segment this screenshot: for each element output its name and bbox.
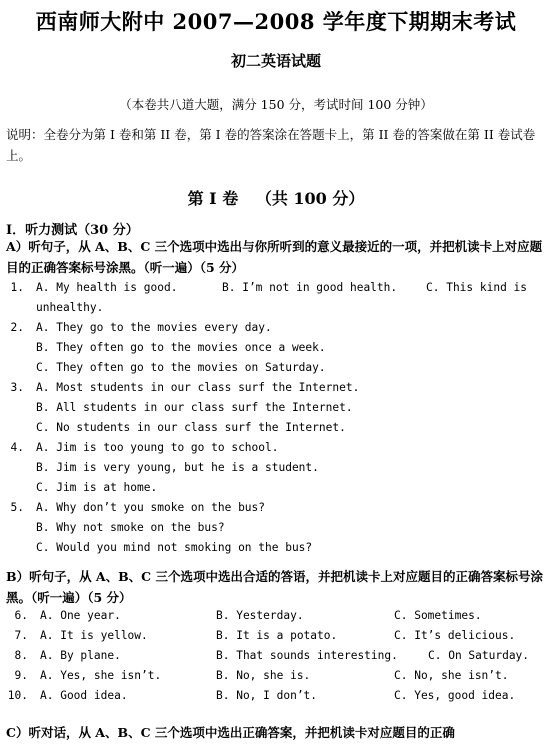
option-b: B. It is a potato. — [216, 629, 338, 642]
option-c: C. It’s delicious. — [394, 629, 516, 642]
exam-title: 西南师大附中 2007—2008 学年度下期期末考试 — [35, 9, 517, 34]
option-a: A. By plane. — [40, 649, 121, 662]
option-c: C. On Saturday. — [428, 649, 530, 662]
option-b: B. I’m not in good health. — [222, 281, 398, 294]
section-label: 第 I 卷 — [187, 189, 239, 208]
option-b: B. Jim is very young, but he is a student. — [36, 461, 319, 474]
option-b: B. Why not smoke on the bus? — [36, 521, 225, 534]
question-number: 2. — [10, 321, 24, 334]
option-c: C. No, she isn’t. — [394, 669, 509, 682]
section-score: （共 100 分） — [255, 189, 365, 208]
exam-subtitle: 初二英语试题 — [230, 52, 321, 70]
question-number: 4. — [10, 441, 24, 454]
option-b: B. No, I don’t. — [216, 689, 318, 702]
option-c: C. Would you mind not smoking on the bus? — [36, 541, 313, 554]
option-c: C. Yes, good idea. — [394, 689, 516, 702]
option-c-continued: unhealthy. — [36, 301, 104, 314]
option-c: C. Jim is at home. — [36, 481, 158, 494]
option-a: A. Most students in our class surf the Internet. — [36, 381, 360, 394]
option-a: A. My health is good. — [36, 281, 178, 294]
option-c: C. Sometimes. — [394, 609, 482, 622]
exam-meta: （本卷共八道大题，满分 150 分，考试时间 100 分钟） — [119, 97, 433, 112]
option-b: B. Yesterday. — [216, 609, 304, 622]
option-c: C. This kind is — [426, 281, 528, 294]
option-a: A. Yes, she isn’t. — [40, 669, 162, 682]
section-heading — [0, 186, 552, 209]
option-a: A. They go to the movies every day. — [36, 321, 272, 334]
option-b: B. All students in our class surf the Internet. — [36, 401, 353, 414]
option-a: A. Good idea. — [40, 689, 128, 702]
exam-note: 说明：全卷分为第 I 卷和第 II 卷，第 I 卷的答案涂在答题卡上，第 II 卷的答案做在第 II 卷试卷上。 — [6, 127, 536, 163]
question-number: 6. — [14, 609, 28, 622]
option-a: A. One year. — [40, 609, 121, 622]
option-c: C. No students in our class surf the Internet. — [36, 421, 346, 434]
question-number: 7. — [14, 629, 28, 642]
option-c: C. They often go to the movies on Saturday. — [36, 361, 326, 374]
option-a: A. Jim is too young to go to school. — [36, 441, 279, 454]
option-a: A. It is yellow. — [40, 629, 148, 642]
question-number: 5. — [10, 501, 24, 514]
part1-heading: I．听力测试（30 分） — [6, 223, 139, 238]
part1-b-instruction: B）听句子，从 A、B、C 三个选项中选出合适的答语，并把机读卡上对应题目的正确答案标号涂黑。（听一遍）（5 分） — [6, 569, 543, 605]
question-number: 9. — [14, 669, 28, 682]
option-b: B. No, she is. — [216, 669, 311, 682]
option-b: B. That sounds interesting. — [216, 649, 398, 662]
option-b: B. They often go to the movies once a week. — [36, 341, 326, 354]
option-a: A. Why don’t you smoke on the bus? — [36, 501, 266, 514]
part1-a-instruction: A）听句子，从 A、B、C 三个选项中选出与你所听到的意义最接近的一项，并把机读卡上对应题目的正确答案标号涂黑。（听一遍）（5 分） — [6, 239, 543, 275]
part1-c-instruction: C）听对话，从 A、B、C 三个选项中选出正确答案，并把机读卡对应题目的正确 — [6, 725, 455, 740]
question-number: 8. — [14, 649, 28, 662]
question-number: 3. — [10, 381, 24, 394]
question-number: 10. — [7, 689, 28, 702]
question-number: 1. — [10, 281, 24, 294]
